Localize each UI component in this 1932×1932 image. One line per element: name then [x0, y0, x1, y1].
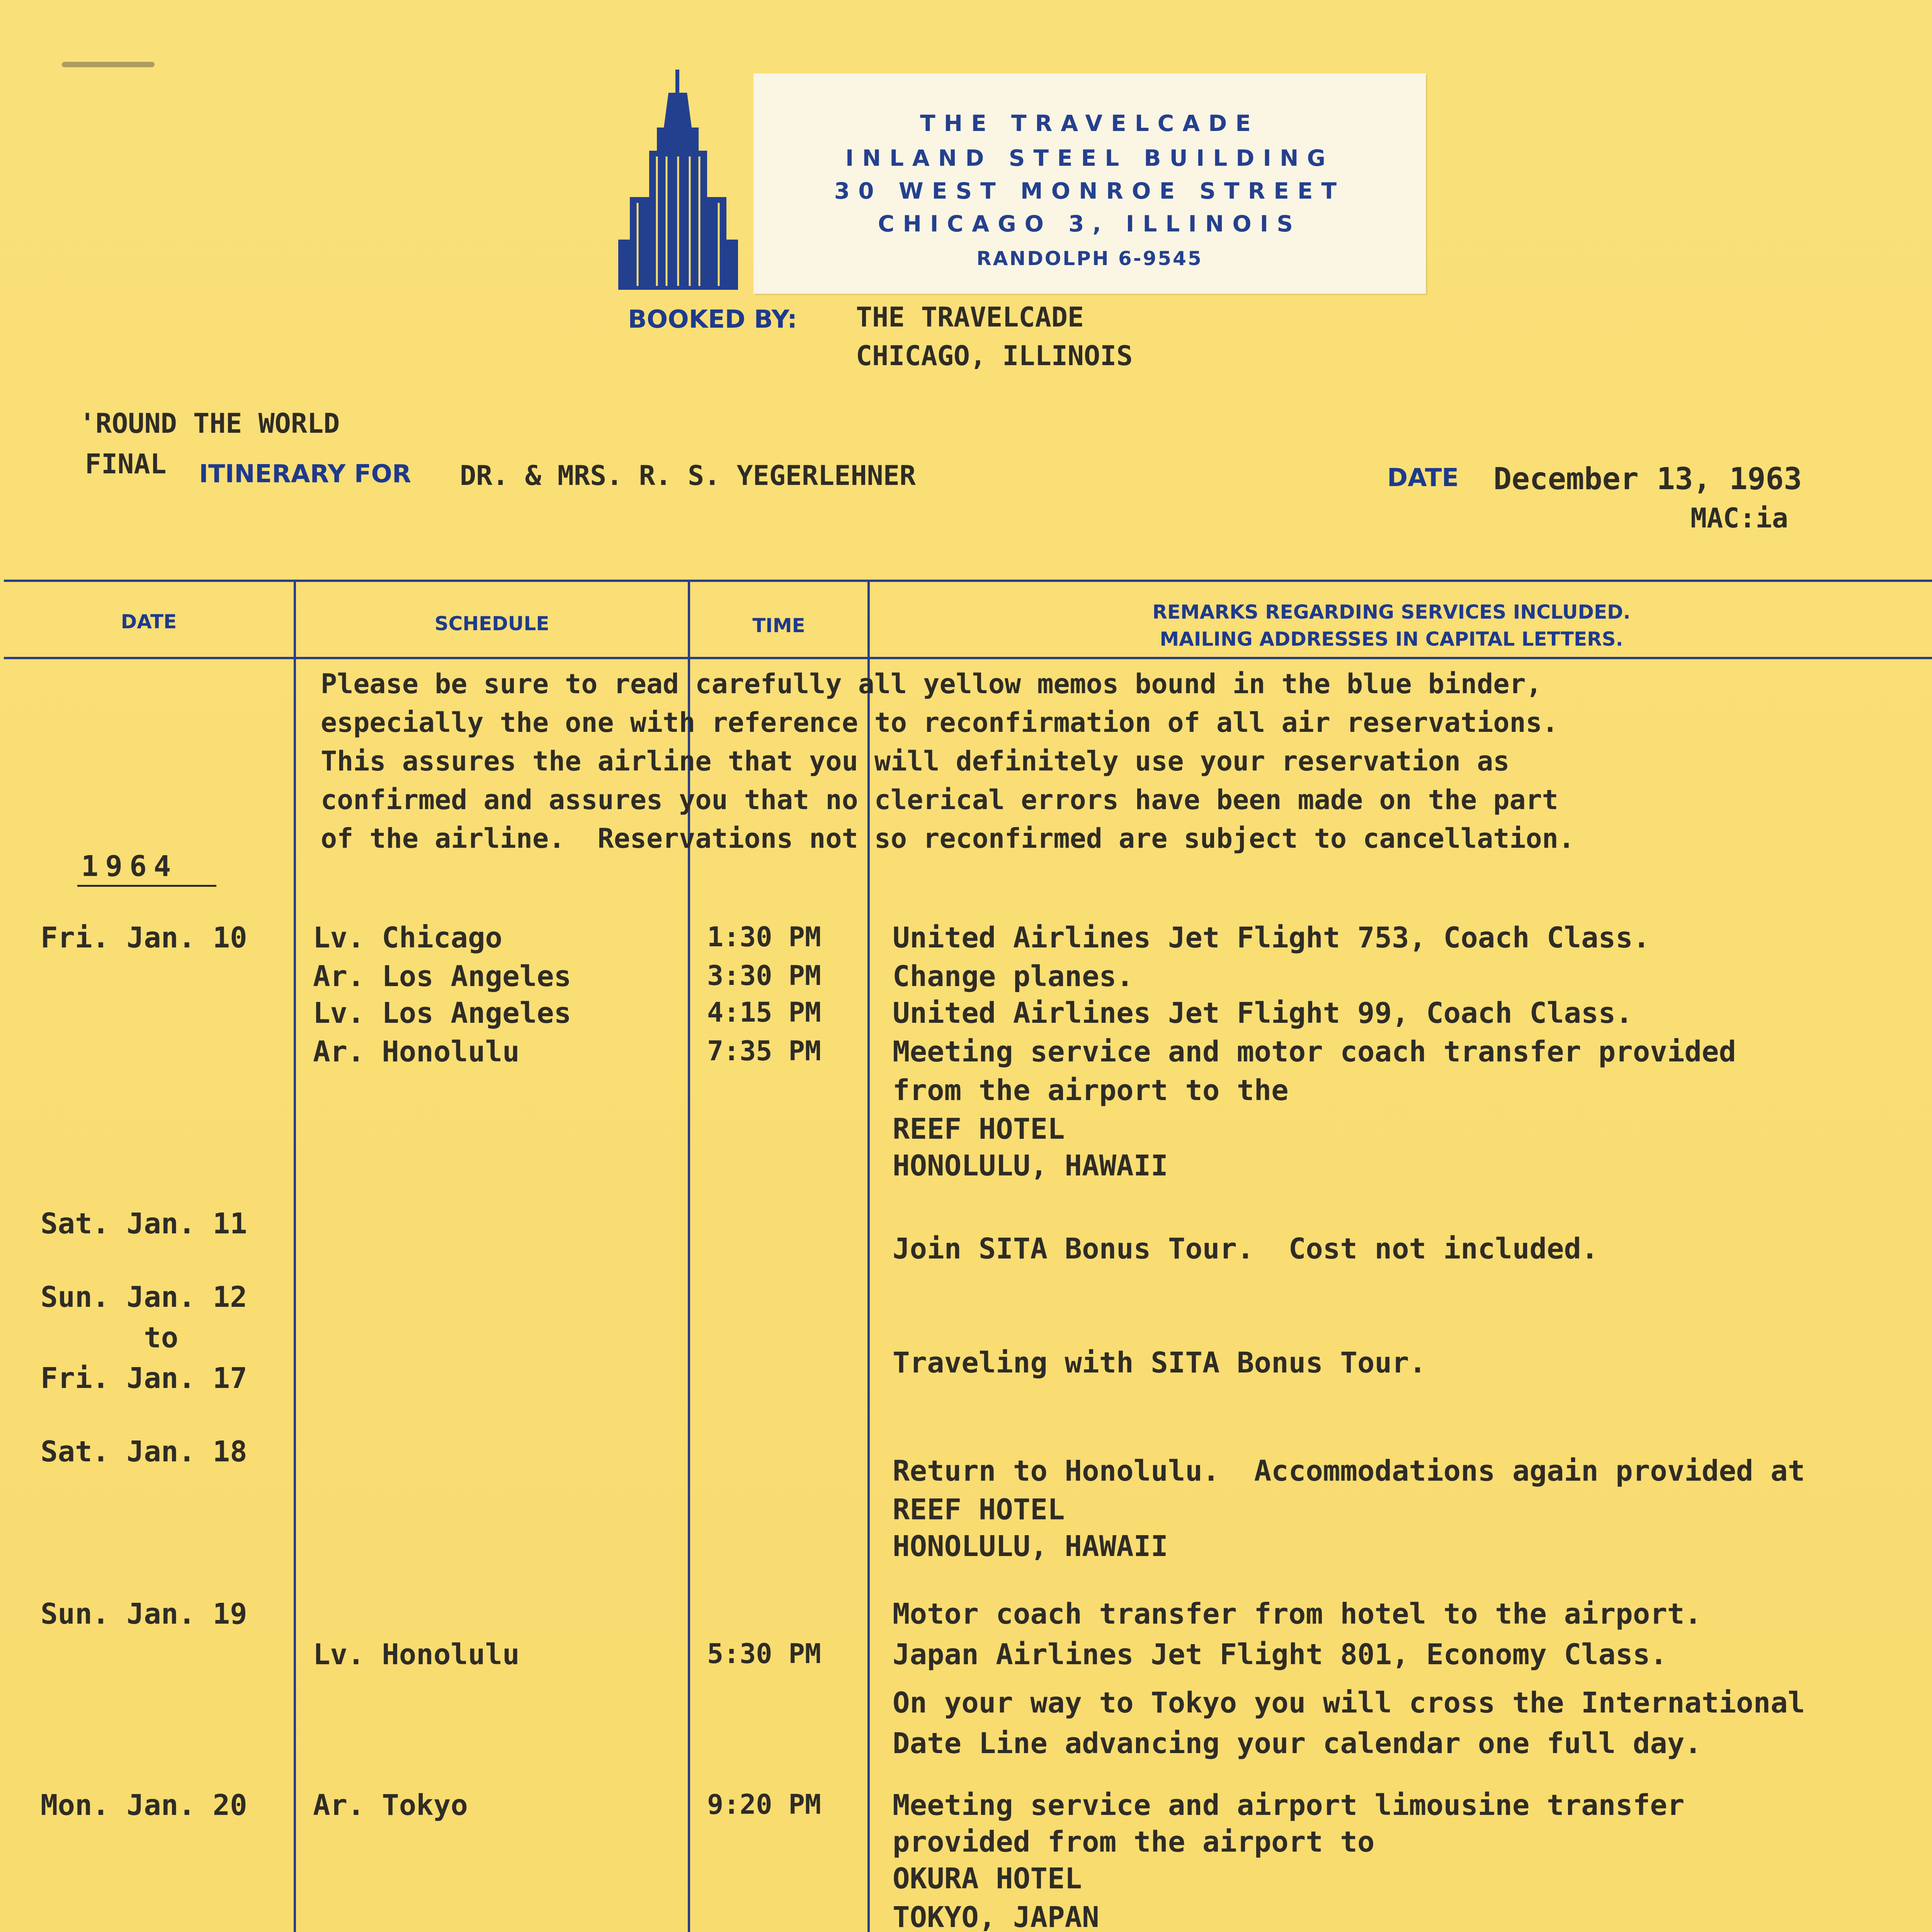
row-schedule: Lv. Honolulu	[313, 1638, 520, 1671]
row-remark: Japan Airlines Jet Flight 801, Economy Class.	[893, 1638, 1667, 1671]
intro-line: This assures the airline that you will definitely use your reservation as	[321, 745, 1510, 777]
column-divider-date	[294, 580, 296, 1932]
itinerary-date: December 13, 1963	[1493, 462, 1802, 497]
row-date: Sat. Jan. 18	[41, 1435, 247, 1468]
row-remark: REEF HOTEL	[893, 1493, 1065, 1526]
row-remark: from the airport to the	[893, 1074, 1289, 1107]
row-remark: On your way to Tokyo you will cross the International	[893, 1686, 1805, 1719]
table-top-rule	[4, 580, 1932, 582]
row-time: 7:35 PM	[707, 1035, 821, 1067]
row-remark: OKURA HOTEL	[893, 1862, 1082, 1895]
row-remark: HONOLULU, HAWAII	[893, 1530, 1168, 1563]
row-remark: Traveling with SITA Bonus Tour.	[893, 1346, 1427, 1379]
row-remark: REEF HOTEL	[893, 1112, 1065, 1146]
row-schedule: Lv. Chicago	[313, 921, 503, 954]
intro-line: of the airline. Reservations not so reconfirmed are subject to cancellation.	[321, 823, 1575, 854]
date-label: DATE	[1387, 464, 1459, 492]
column-divider-time	[867, 580, 870, 1932]
letterhead-building: INLAND STEEL BUILDING	[845, 145, 1334, 171]
row-remark: Meeting service and motor coach transfer provided	[893, 1035, 1736, 1068]
year-underline	[77, 885, 216, 887]
row-schedule: Ar. Honolulu	[313, 1035, 520, 1068]
booked-by-label: BOOKED BY:	[628, 305, 797, 334]
intro-line: confirmed and assures you that no clerical errors have been made on the part	[321, 784, 1558, 816]
row-remark: provided from the airport to	[893, 1825, 1375, 1859]
letterhead-phone: RANDOLPH 6-9545	[976, 247, 1203, 270]
column-header-date: DATE	[121, 611, 177, 633]
row-schedule: Ar. Tokyo	[313, 1789, 468, 1822]
row-remark: United Airlines Jet Flight 99, Coach Class.	[893, 997, 1633, 1030]
row-remark: Change planes.	[893, 960, 1134, 993]
row-remark: Return to Honolulu. Accommodations again provided at	[893, 1454, 1805, 1488]
intro-line: especially the one with reference to reconfirmation of all air reservations.	[321, 707, 1558, 738]
row-time: 9:20 PM	[707, 1789, 821, 1820]
column-header-mailing: MAILING ADDRESSES IN CAPITAL LETTERS.	[1160, 628, 1623, 650]
row-remark: Join SITA Bonus Tour. Cost not included.	[893, 1232, 1599, 1265]
letterhead-company: THE TRAVELCADE	[920, 110, 1259, 136]
row-date: Fri. Jan. 17	[41, 1362, 247, 1395]
column-header-remarks: REMARKS REGARDING SERVICES INCLUDED.	[1152, 601, 1631, 623]
row-remark: Date Line advancing your calendar one full day.	[893, 1727, 1702, 1760]
row-remark: United Airlines Jet Flight 753, Coach Class.	[893, 921, 1650, 954]
row-remark: HONOLULU, HAWAII	[893, 1149, 1168, 1182]
row-time: 5:30 PM	[707, 1638, 821, 1670]
reference-initials: MAC:ia	[1690, 502, 1788, 534]
booked-by-name: THE TRAVELCADE	[856, 301, 1084, 333]
row-date: to	[41, 1321, 179, 1354]
row-remark: TOKYO, JAPAN	[893, 1901, 1099, 1932]
row-date: Mon. Jan. 20	[41, 1789, 247, 1822]
row-schedule: Lv. Los Angeles	[313, 997, 571, 1030]
row-schedule: Ar. Los Angeles	[313, 960, 571, 993]
letterhead-address-card	[753, 73, 1426, 294]
intro-line: Please be sure to read carefully all yellow memos bound in the blue binder,	[321, 668, 1542, 700]
row-date: Sun. Jan. 12	[41, 1281, 247, 1314]
staple-mark	[62, 62, 155, 67]
itinerary-for-label: ITINERARY FOR	[199, 460, 412, 488]
row-date: Sat. Jan. 11	[41, 1207, 247, 1240]
row-time: 1:30 PM	[707, 921, 821, 953]
final-label: FINAL	[85, 448, 167, 480]
table-header-rule	[4, 657, 1932, 659]
column-divider-schedule	[688, 580, 690, 1932]
row-time: 4:15 PM	[707, 997, 821, 1028]
row-date: Sun. Jan. 19	[41, 1597, 247, 1631]
row-date: Fri. Jan. 10	[41, 921, 247, 954]
row-remark: Meeting service and airport limousine transfer	[893, 1789, 1685, 1822]
letterhead-city: CHICAGO 3, ILLINOIS	[878, 211, 1302, 237]
row-time: 3:30 PM	[707, 960, 821, 992]
client-name: DR. & MRS. R. S. YEGERLEHNER	[460, 460, 916, 492]
skyscraper-logo-icon	[614, 70, 742, 290]
booked-by-city: CHICAGO, ILLINOIS	[856, 340, 1133, 372]
column-header-time: TIME	[752, 614, 805, 637]
letterhead-street: 30 WEST MONROE STREET	[834, 178, 1345, 204]
row-remark: Motor coach transfer from hotel to the airport.	[893, 1597, 1702, 1631]
column-header-schedule: SCHEDULE	[434, 612, 549, 635]
round-the-world-label: 'ROUND THE WORLD	[79, 408, 340, 439]
year-heading: 1964	[81, 850, 178, 883]
